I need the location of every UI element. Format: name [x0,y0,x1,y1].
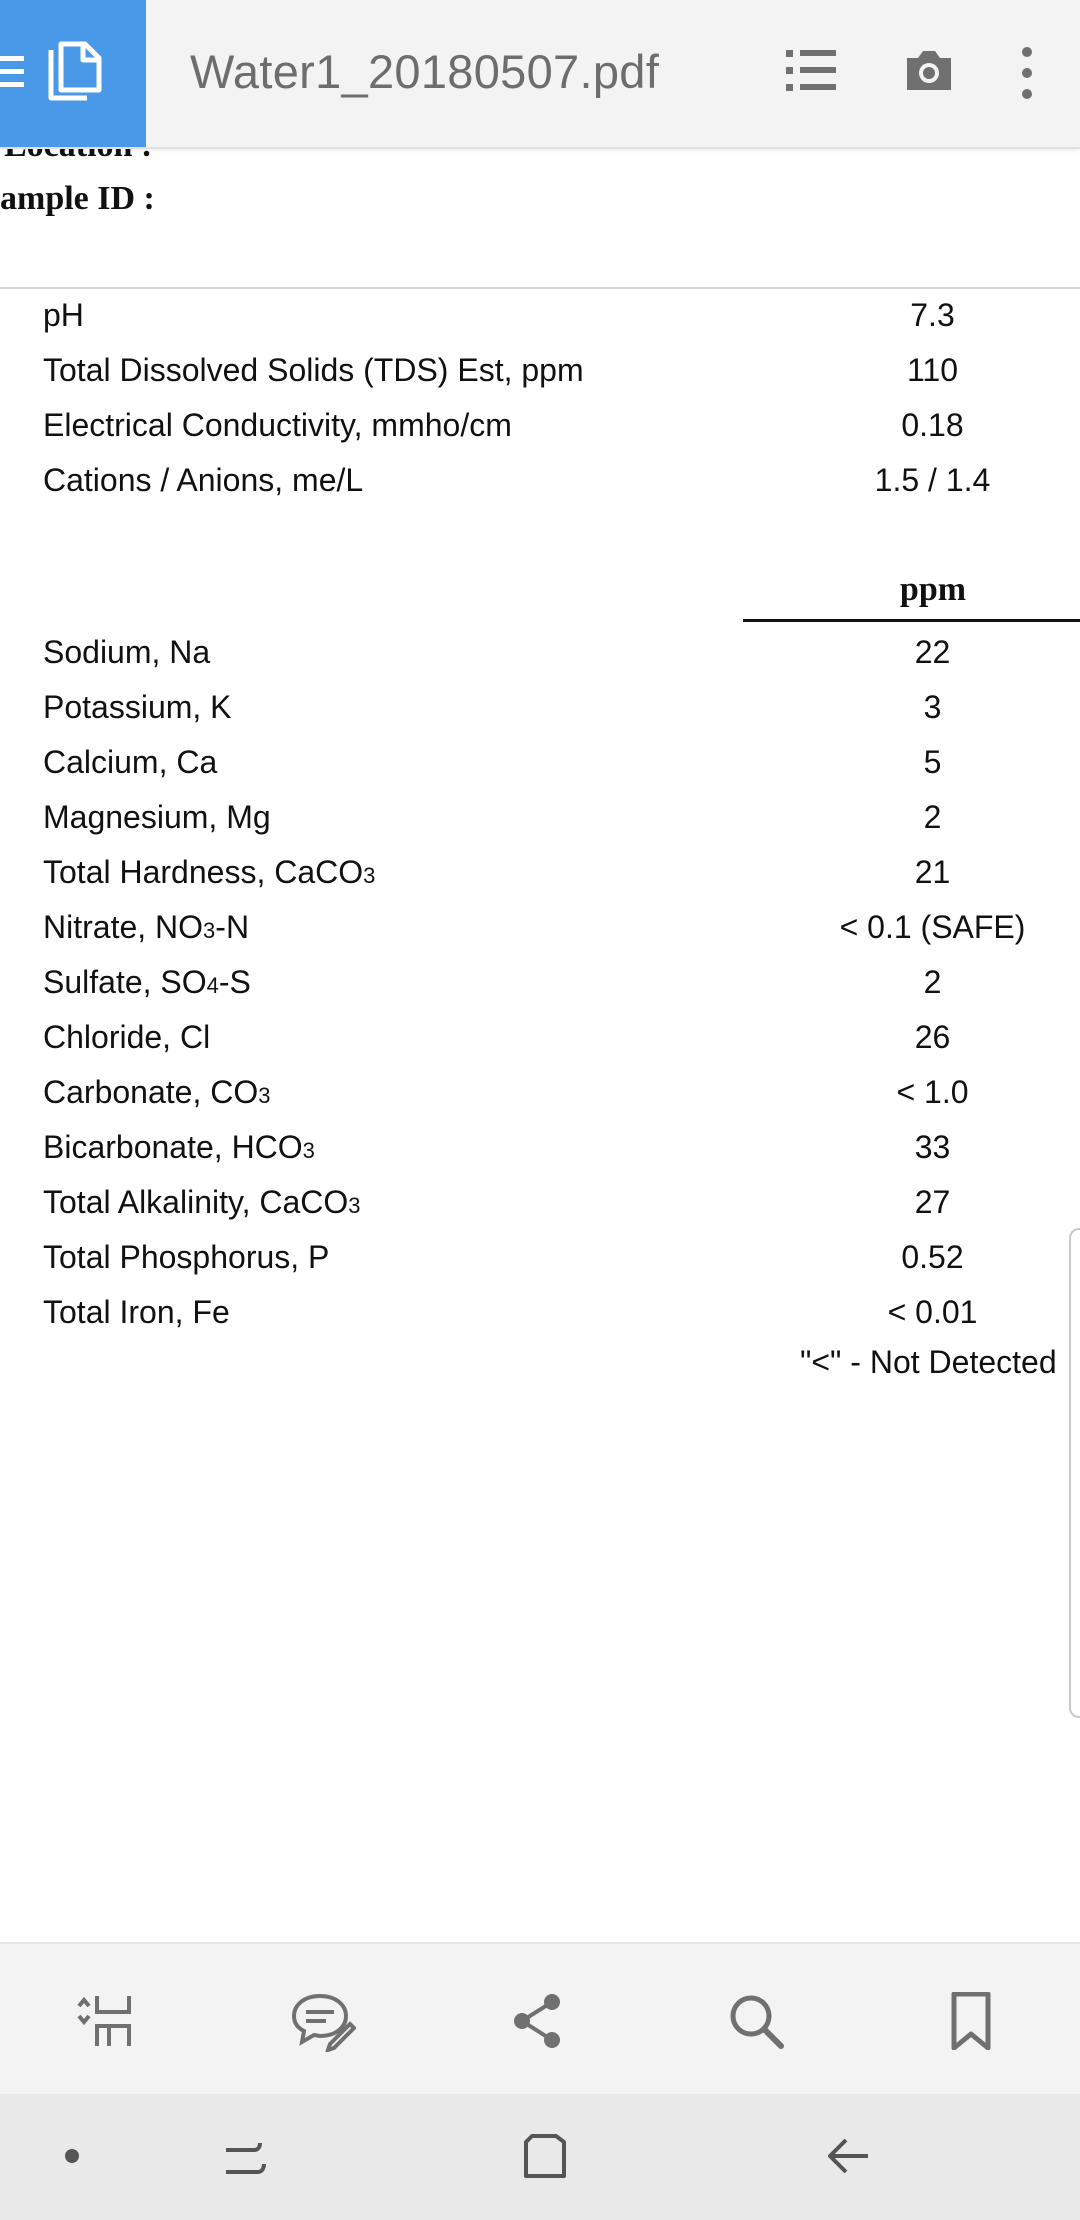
ion-name: Carbonate, CO [43,1074,259,1110]
unit-header-rule [743,619,1080,622]
scroll-handle[interactable] [1069,1228,1080,1718]
table-of-contents-button[interactable] [784,46,838,101]
ion-suffix: -S [218,964,251,1000]
fit-page-icon [73,2037,137,2054]
bottom-toolbar [0,1942,1080,2096]
ion-name: Bicarbonate, HCO [43,1129,303,1165]
document-title: Water1_20180507.pdf [190,45,660,98]
general-row-label: pH [43,297,84,333]
ion-row-label [43,799,271,836]
ion-subscript: 3 [258,1083,271,1108]
comment-icon [290,2039,356,2056]
ion-row-value: 27 [914,1184,951,1220]
bookmark-icon [950,2037,992,2054]
fit-page-button[interactable] [73,1992,137,2055]
general-row-value: 1.5 / 1.4 [874,462,991,498]
ion-row-label [43,1184,361,1221]
ion-row-label [43,634,210,671]
ion-name: Total Phosphorus, P [43,1239,330,1275]
more-options-icon [1014,87,1040,104]
recent-apps-button[interactable] [222,2132,266,2185]
ion-row-label [43,744,217,781]
ion-row-value: < 0.1 (SAFE) [839,909,1026,945]
ion-name: Potassium, K [43,689,232,725]
search-icon [727,2037,785,2054]
section-divider [0,287,1080,289]
share-icon [510,2037,564,2054]
app-toolbar [0,0,1080,149]
ion-row-value: 26 [914,1019,951,1055]
ion-subscript: 3 [348,1193,361,1218]
sample-id-label: ample ID : [0,180,155,217]
ion-row-label [43,1019,210,1056]
not-detected-note: "<" - Not Detected [800,1344,1057,1380]
bookmark-button[interactable] [950,1992,992,2055]
ion-row-value: < 1.0 [896,1074,969,1110]
ion-name: Sodium, Na [43,634,211,670]
general-row-value: 0.18 [901,407,964,443]
search-button[interactable] [727,1992,785,2055]
ion-subscript: 3 [203,918,216,943]
ion-row-value: 2 [923,799,942,835]
more-options-button[interactable] [1014,46,1040,105]
ion-name: Chloride, Cl [43,1019,211,1055]
ion-row-label [43,1129,315,1166]
general-row-label: Electrical Conductivity, mmho/cm [43,407,512,443]
ion-suffix: -N [215,909,250,945]
ion-subscript: 3 [302,1138,315,1163]
document-panel-button[interactable] [0,0,146,147]
ion-row-value: 22 [914,634,951,670]
general-row-value: 110 [906,352,958,388]
ion-row-label [43,964,251,1001]
general-row-label: Cations / Anions, me/L [43,462,364,498]
ion-row-label [43,854,375,891]
ion-subscript: 4 [206,973,219,998]
ion-name: Magnesium, Mg [43,799,271,835]
back-button[interactable] [826,2132,872,2185]
ion-row-value: 33 [914,1129,951,1165]
ion-row-label [43,909,249,946]
ion-row-value: 5 [923,744,942,780]
navigation-bar [0,2094,1080,2220]
ion-row-value: < 0.01 [887,1294,978,1330]
dot-icon [64,2148,80,2169]
ion-subscript: 3 [363,863,376,888]
ion-name: Total Alkalinity, CaCO [43,1184,349,1220]
recent-apps-icon [222,2167,266,2184]
ion-row-label [43,1074,270,1111]
ion-row-label [43,1239,329,1276]
camera-icon [903,83,955,100]
ion-name: Sulfate, SO [43,964,207,1000]
ion-name: Total Hardness, CaCO [43,854,364,890]
ion-name: Total Iron, Fe [43,1294,230,1330]
share-button[interactable] [510,1992,564,2055]
home-icon [522,2167,568,2184]
ion-name: Nitrate, NO [43,909,204,945]
ion-row-value: 3 [923,689,942,725]
ion-row-label [43,1294,230,1331]
ion-row-value: 21 [914,854,951,890]
back-icon [826,2167,872,2184]
general-row-value: 7.3 [910,297,955,333]
table-of-contents-icon [784,83,838,100]
pdf-page-view[interactable] [0,149,1080,1939]
ion-row-value: 2 [923,964,942,1000]
ion-row-value: 0.52 [901,1239,964,1275]
camera-button[interactable] [903,46,955,101]
general-row-label: Total Dissolved Solids (TDS) Est, ppm [43,352,584,388]
ion-row-label [43,689,232,726]
document-icon [45,40,105,109]
unit-header: ppm [899,571,967,608]
ion-name: Calcium, Ca [43,744,218,780]
home-button[interactable] [522,2132,568,2185]
comment-button[interactable] [290,1992,356,2057]
menu-icon [0,50,26,99]
